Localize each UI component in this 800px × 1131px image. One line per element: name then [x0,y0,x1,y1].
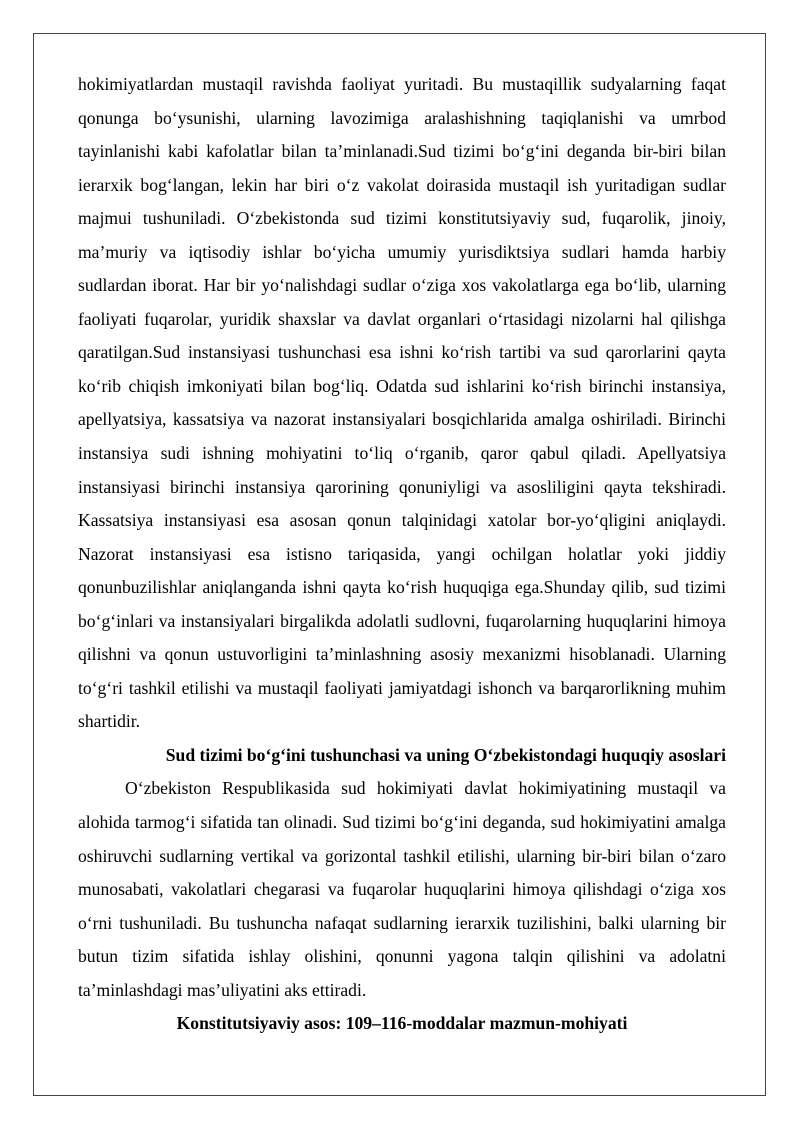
section-heading-1: Sud tizimi bo‘g‘ini tushunchasi va uning O‘zbekistondagi huquqiy asoslari [165,744,726,765]
paragraph-2: O‘zbekiston Respublikasida sud hokimiyati davlat hokimiyatining mustaqil va alohida tarmog‘i sifatida tan olinadi. Sud tizimi bo‘g‘ini deganda, sud hokimiyatini amalga oshiruvchi sudlarning vertikal va gorizontal tashkil etilishi, ularning bir-biri bilan o‘zaro munosabati, vakolatlari chegarasi va fuqarolar huquqlarini himoya qilishdagi o‘ziga xos o‘rni tushuniladi. Bu tushuncha nafaqat sudlarning ierarxik tuzilishini, balki ularning bir butun tizim sifatida ishlay olishini, qonunni yagona talqin qilishini va adolatni ta’minlashdagi mas’uliyatini aks ettiradi. [78,778,726,1000]
paragraph-1: hokimiyatlardan mustaqil ravishda faoliyat yuritadi. Bu mustaqillik sudyalarning faqat qonunga bo‘ysunishi, ularning lavozimiga aralashishning taqiqlanishi va umrbod tayinlanishi kabi kafolatlar bilan ta’minlanadi.Sud tizimi bo‘g‘ini deganda bir-biri bilan ierarxik bog‘langan, lekin har biri o‘z vakolat doirasida mustaqil ish yuritadigan sudlar majmui tushuniladi. O‘zbekistonda sud tizimi konstitutsiyaviy sud, fuqarolik, jinoiy, ma’muriy va iqtisodiy ishlar bo‘yicha umumiy yurisdiktsiya sudlari hamda harbiy sudlardan iborat. Har bir yo‘nalishdagi sudlar o‘ziga xos vakolatlarga ega bo‘lib, ularning faoliyati fuqarolar, yuridik shaxslar va davlat organlari o‘rtasidagi nizolarni hal qilishga qaratilgan.Sud instansiyasi tushunchasi esa ishni ko‘rish tartibi va sud qarorlarini qayta ko‘rib chiqish imkoniyati bilan bog‘liq. Odatda sud ishlarini ko‘rish birinchi instansiya, apellyatsiya, kassatsiya va nazorat instansiyalari bosqichlarida amalga oshiriladi. Birinchi instansiya sudi ishning mohiyatini to‘liq o‘rganib, qaror qabul qiladi. Apellyatsiya instansiyasi birinchi instansiya qarorining qonuniyligi va asosliligini qayta tekshiradi. Kassatsiya instansiyasi esa asosan qonun talqinidagi xatolar bor-yo‘qligini aniqlaydi. Nazorat instansiyasi esa istisno tariqasida, yangi ochilgan holatlar yoki jiddiy qonunbuzilishlar aniqlanganda ishni qayta ko‘rish huquqiga ega.Shunday qilib, sud tizimi bo‘g‘inlari va instansiyalari birgalikda adolatli sudlovni, fuqarolarning huquqlarini himoya qilishni va qonun ustuvorligini ta’minlashning asosiy mexanizmi hisoblanadi. Ularning to‘g‘ri tashkil etilishi va mustaqil faoliyati jamiyatdagi ishonch va barqarorlikning muhim shartidir. [78,74,726,732]
section-heading-2: Konstitutsiyaviy asos: 109–116-moddalar mazmun-mohiyati [176,1013,628,1034]
document-body [78,68,726,1041]
